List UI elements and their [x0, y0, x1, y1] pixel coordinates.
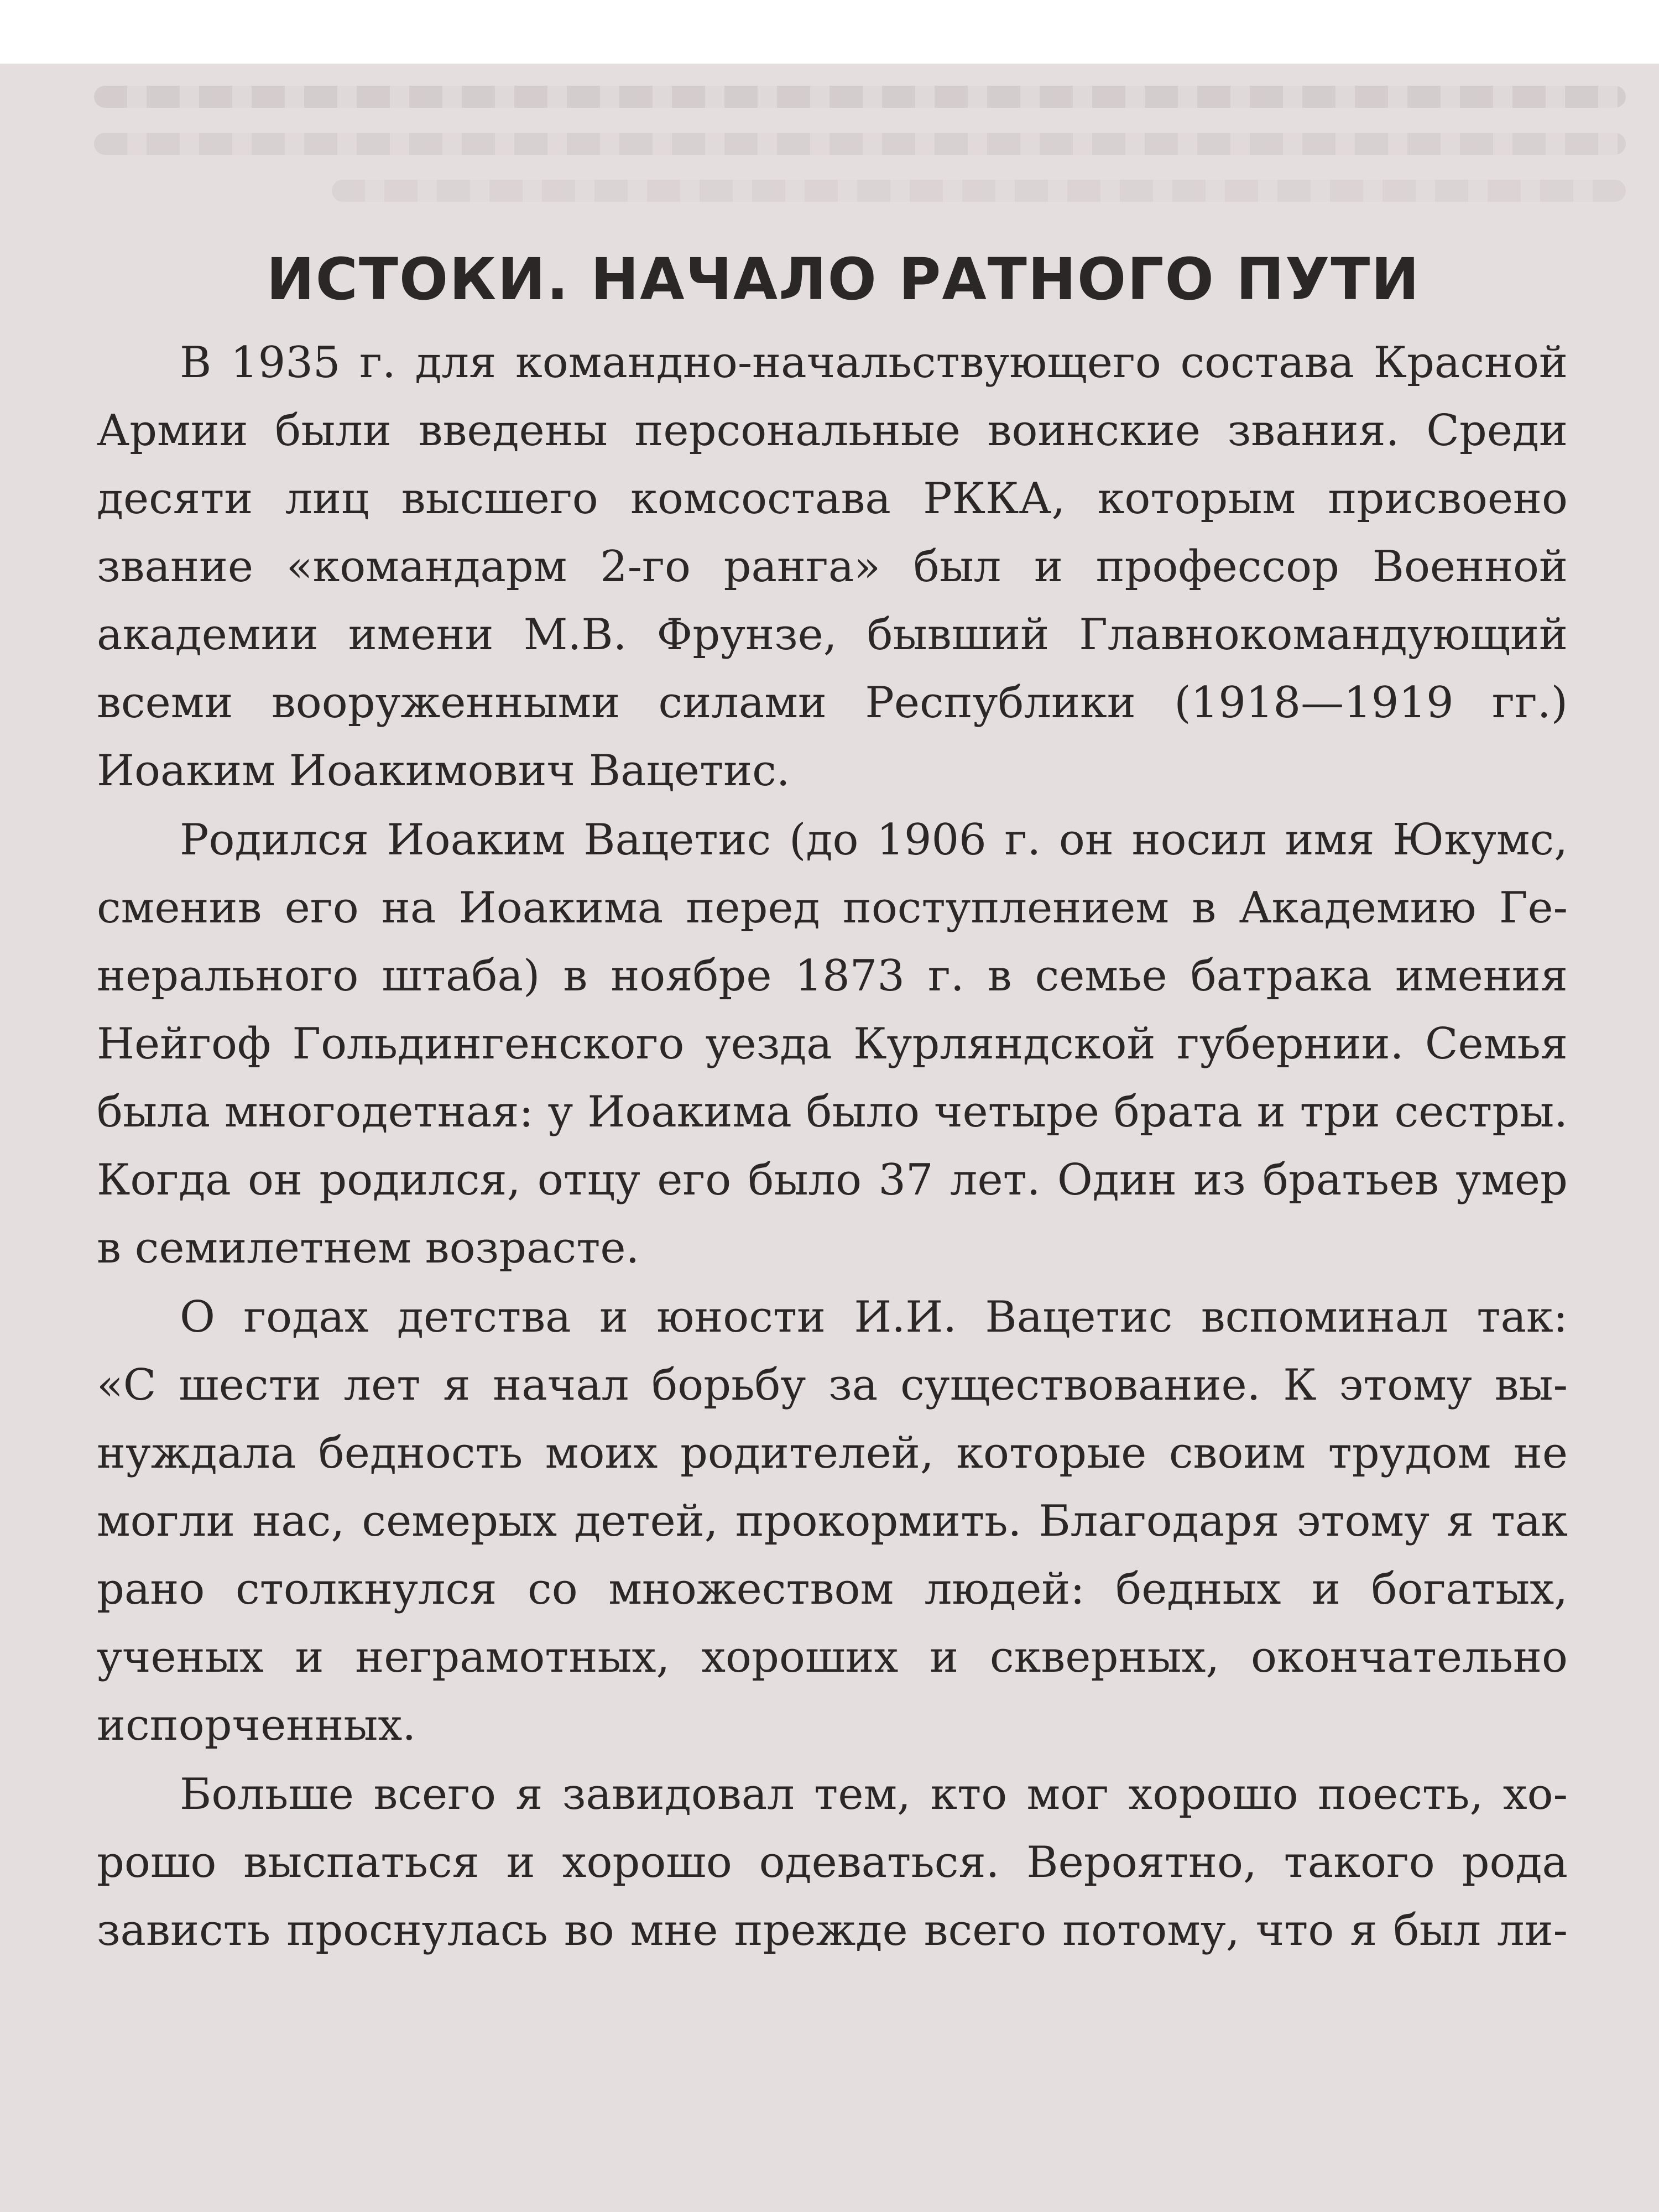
paragraph [97, 1284, 1568, 1760]
text-line: В 1935 г. для командно-начальствующего состава Красной [180, 338, 1568, 388]
text-line: десяти лиц высшего комсостава РККА, которым присвоено [97, 474, 1568, 524]
text-line: рошо выспаться и хорошо одеваться. Вероятно, такого рода [97, 1838, 1568, 1887]
show-through-text [94, 133, 1626, 155]
text-line: могли нас, семерых детей, прокормить. Благодаря этому я так [97, 1496, 1568, 1546]
chapter-heading: ИСТОКИ. НАЧАЛО РАТНОГО ПУТИ [266, 246, 1421, 313]
text-line: О годах детства и юности И.И. Вацетис вспоминал так: [180, 1292, 1568, 1342]
text-line: Когда он родился, отцу его было 37 лет. Один из братьев умер [97, 1155, 1568, 1205]
text-line: Родился Иоаким Вацетис (до 1906 г. он носил имя Юкумс, [180, 815, 1568, 865]
text-line: в семилетнем возрасте. [97, 1223, 640, 1273]
text-line: зависть проснулась во мне прежде всего потому, что я был ли- [97, 1906, 1568, 1955]
text-line: Нейгоф Гольдингенского уезда Курляндской губернии. Семья [97, 1019, 1568, 1069]
show-through-text [94, 86, 1626, 108]
text-line: Армии были введены персональные воинские звания. Среди [97, 406, 1568, 456]
text-line: нерального штаба) в ноябре 1873 г. в семье батрака имения [97, 951, 1568, 1001]
text-line: Больше всего я завидовал тем, кто мог хорошо поесть, хо- [180, 1770, 1568, 1819]
show-through-text [332, 180, 1626, 202]
text-line: ученых и неграмотных, хороших и скверных, окончательно [97, 1632, 1568, 1682]
text-line: была многодетная: у Иоакима было четыре брата и три сестры. [97, 1087, 1568, 1137]
text-line: сменив его на Иоакима перед поступлением в Академию Ге- [97, 883, 1568, 933]
page-content [97, 241, 1568, 1966]
text-line: Иоаким Иоакимович Вацетис. [97, 746, 790, 796]
paragraph [97, 806, 1568, 1282]
text-line: испорченных. [97, 1700, 416, 1750]
book-page [0, 64, 1659, 2212]
text-line: звание «командарм 2-го ранга» был и профессор Военной [97, 542, 1568, 592]
text-line: всеми вооруженными силами Республики (1918—1919 гг.) [97, 678, 1568, 728]
paragraph [97, 329, 1568, 805]
text-line: рано столкнулся со множеством людей: бедных и богатых, [97, 1564, 1568, 1614]
text-line: академии имени М.В. Фрунзе, бывший Главнокомандующий [97, 610, 1568, 660]
paragraph [97, 1761, 1568, 1965]
text-line: нуждала бедность моих родителей, которые своим трудом не [97, 1428, 1568, 1478]
text-line: «С шести лет я начал борьбу за существование. К этому вы- [97, 1360, 1568, 1410]
